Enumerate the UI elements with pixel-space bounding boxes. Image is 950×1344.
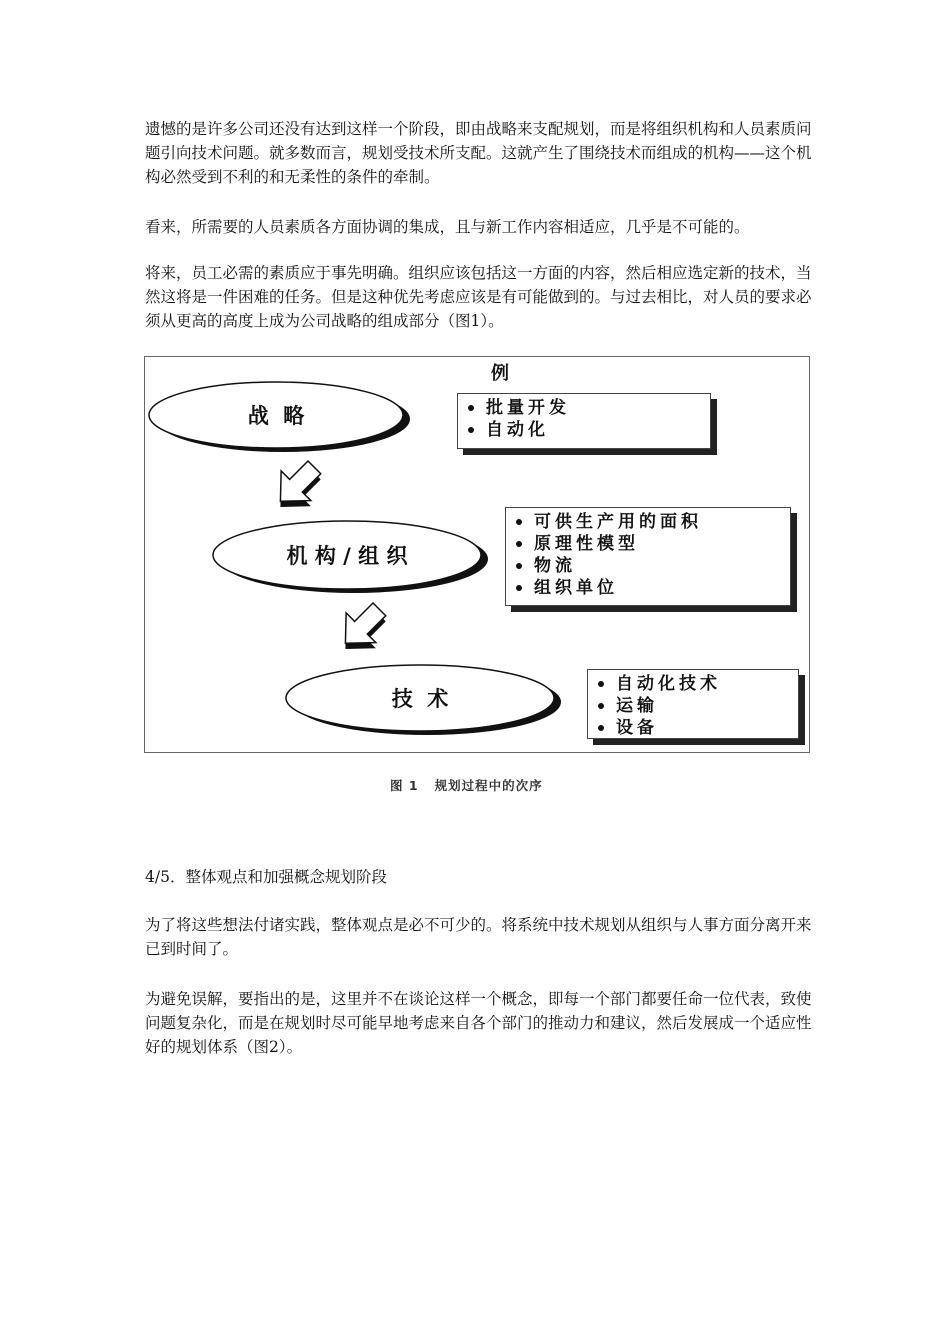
list-item: [516, 533, 790, 555]
bullet-icon: [516, 585, 522, 591]
bullet-icon: [516, 519, 522, 525]
list-item: [598, 673, 798, 695]
list-item-label: 物流: [534, 556, 576, 576]
list-item-label: 自动化: [486, 420, 549, 440]
down-right-arrow-icon: [328, 595, 397, 664]
list-item: [468, 419, 710, 441]
paragraph-4: 为了将这些想法付诸实践，整体观点是必不可少的。将系统中技术规划从组织与人事方面分离开来已到时间了。: [145, 916, 812, 958]
list-item-label: 自动化技术: [616, 674, 721, 694]
list-item: [516, 555, 790, 577]
paragraph-1: 遗憾的是许多公司还没有达到这样一个阶段，即由战略来支配规划，而是将组织机构和人员素质问题引向技术问题。就多数而言，规划受技术所支配。这就产生了围绕技术而组成的机构——这个机构必然受到不利的和无柔性的条件的牵制。: [145, 120, 812, 186]
bullet-icon: [598, 703, 604, 709]
examples-header: 例: [491, 363, 509, 384]
list-item-label: 批量开发: [486, 398, 570, 418]
paragraph-2: 看来，所需要的人员素质各方面协调的集成，且与新工作内容相适应，几乎是不可能的。: [145, 218, 750, 236]
paragraph-5: 为避免误解，要指出的是，这里并不在谈论这样一个概念，即每一个部门都要任命一位代表，致使问题复杂化，而是在规划时尽可能早地考虑来自各个部门的推动力和建议，然后发展成一个适应性好的规划体系（图2）。: [145, 990, 812, 1056]
figure-1-planning-sequence: [144, 356, 810, 753]
bullet-icon: [468, 405, 474, 411]
list-item: [598, 695, 798, 717]
list-item-label: 设备: [616, 718, 658, 738]
list-item-label: 组织单位: [534, 578, 618, 598]
figure-caption: 图 1 规划过程中的次序: [390, 778, 543, 793]
list-item: [598, 717, 798, 739]
list-item: [516, 577, 790, 599]
down-right-arrow-icon: [263, 453, 332, 522]
list-item: [516, 511, 790, 533]
technology-examples-box: [587, 669, 799, 739]
bullet-icon: [598, 681, 604, 687]
bullet-icon: [598, 725, 604, 731]
bullet-icon: [516, 541, 522, 547]
bullet-icon: [516, 563, 522, 569]
list-item-label: 原理性模型: [534, 534, 639, 554]
list-item: [468, 397, 710, 419]
organization-examples-box: [505, 507, 791, 606]
list-item-label: 可供生产用的面积: [534, 512, 702, 532]
bullet-icon: [468, 427, 474, 433]
strategy-examples-box: [457, 393, 711, 449]
technology-label: 技 术: [391, 687, 449, 711]
paragraph-3: 将来，员工必需的素质应于事先明确。组织应该包括这一方面的内容，然后相应选定新的技术，当然这将是一件困难的任务。但是这种优先考虑应该是有可能做到的。与过去相比，对人员的要求必须从更高的高度上成为公司战略的组成部分（图1）。: [145, 264, 812, 330]
list-item-label: 运输: [616, 696, 658, 716]
section-heading: 4/5．整体观点和加强概念规划阶段: [145, 868, 387, 886]
organization-label: 机 构 / 组 织: [286, 544, 408, 568]
strategy-label: 战 略: [247, 404, 305, 428]
